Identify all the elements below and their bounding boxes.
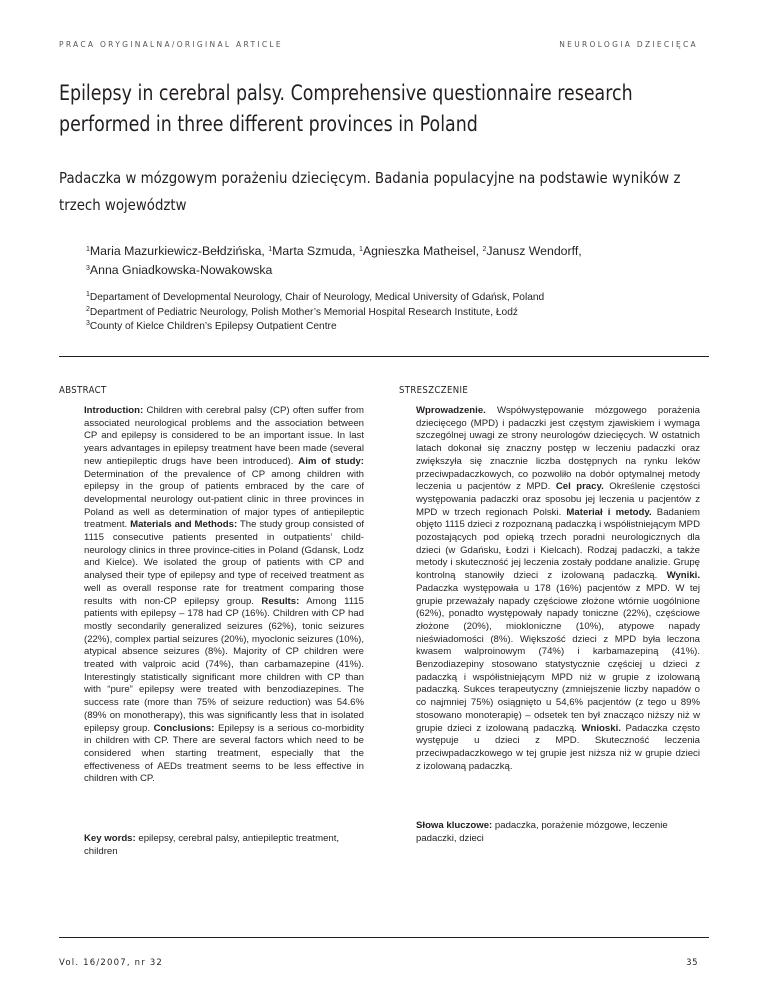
top-divider: [59, 356, 709, 357]
affiliation: $^2$Department of Pediatric Neurology, Polish Mother’s Memorial Hospital Research Institute, Łodź: [86, 305, 518, 318]
author: $^3$Anna Gniadkowska-Nowakowska: [86, 263, 273, 277]
author: $^1$Agnieszka Matheisel,: [358, 244, 483, 258]
affiliation: $^1$Departament of Developmental Neurology, Chair of Neurology, Medical University of Gdańsk, Poland: [86, 291, 545, 303]
streszczenie-keywords: Słowa kluczowe: padaczka, porażenie mózgowe, leczenie padaczki, dzieci: [416, 820, 668, 844]
affiliation: $^3$County of Kielce Children’s Epilepsy Outpatient Centre: [86, 320, 337, 332]
journal-volume: Vol. 16/2007, nr 32: [59, 958, 164, 968]
author: $^1$Marta Szmuda,: [268, 244, 359, 258]
running-header-left: PRACA ORYGINALNA/ORIGINAL ARTICLE: [59, 40, 283, 49]
author: $^1$Maria Mazurkiewicz-Bełdzińska,: [86, 244, 269, 258]
running-header-right: NEUROLOGIA DZIECIĘCA: [559, 40, 698, 49]
page-number: 35: [686, 958, 698, 968]
affiliation-list: [86, 291, 686, 335]
article-title-en: Epilepsy in cerebral palsy. Comprehensive questionnaire research performed in three different provinces in Poland: [59, 81, 633, 136]
article-title-pl: Padaczka w mózgowym porażeniu dziecięcym. Badania populacyjne na podstawie wyników z trzech województw: [59, 169, 681, 214]
streszczenie-body: Wprowadzenie. Współwystępowanie mózgowego porażenia dziecięcego (MPD) i padaczki jest częstym zjawiskiem i wymaga szczególnej uwagi ze strony neurologów dziecięcych. W ostatnich latach dokonał się znaczny postęp w leczeniu padaczki oraz zwiększyła się znacznie liczba dostępnych na rynku leków przeciwpadaczkowych, co pozwoliło na dobór optymalnej metody leczenia u pacjentów z MPD. Cel pracy. Określenie częstości występowania padaczki oraz sposobu jej leczenia u pacjentów z MPD w trzech regionach Polski. Materiał i metody. Badaniem objęto 1115 dzieci z rozpoznaną padaczką i współistniejącym MPD pozostających pod opieką trzech poradni neurologicznych dla dzieci (w Gdańsku, Łodzi i Kielcach). Rodzaj padaczki, a także metody i skuteczność jej leczenia zostały poddane analizie. Grupę kontrolną stanowiły dzieci z izolowaną padaczką. Wyniki. Padaczka występowała u 178 (16%) pacjentów z MPD. W tej grupie przeważały napady częściowe złożone wtórnie uogólnione (62%), ponadto występowały napady toniczne (22%), częściowe złożone (20%), miokloniczne (10%), atypowe napady nieświadomości (8%). Większość dzieci z MPD była leczona kwasem walproinowym (74%) i karbamazepiną (41%). Benzodiazepiny stosowano statystycznie częściej u dzieci z padaczką i współistniejącym MPD niż w grupie z izolowaną padaczką. Sukces terapeutyczny (zmniejszenie liczby napadów o co najmniej 75%) osiągnięto u 54,6% pacjentów (z tego u 89% stosowano monoterapię) – odsetek ten był znacząco niższy niż w grupie dzieci z izolowaną padaczką. Wnioski. Padaczka często występuje u dzieci z MPD. Skuteczność leczenia przeciwpadaczkowego w tej grupie jest niższa niż w grupie dzieci z izolowaną padaczką.: [416, 405, 701, 772]
abstract-body: Introduction: Children with cerebral palsy (CP) often suffer from associated neurological problems and the association between CP and epilepsy is considered to be an important issue. In last years advantages in epilepsy treatment have been made (several new antiepileptic drugs have been introduced). Aim of study: Determination of the prevalence of CP among children with epilepsy in the group of patients embraced by the care of developmental neurology out-patient clinic in three provinces in Poland as well as determination of major types of antiepileptic treatment. Materials and Methods: The study group consisted of 1115 consecutive patients presented in outpatients’ child-neurology clinics in three province-cities in Poland (Gdansk, Lodz and Kielce). We isolated the group of patients with CP and analysed their type of epilepsy and type of received treatment as well as overall response rate for treatment comparing those results with non-CP epilepsy group. Results: Among 1115 patients with epilepsy – 178 had CP (16%). Children with CP had mostly secondarily generalized seizures (62%), tonic seizures (22%), complex partial seizures (20%), myoclonic seizures (10%), atypical absence seizures (8%). Majority of CP children were treated with valproic acid (74%), than carbamazepine (41%). Interestingly statistically significant more children with CP than with “pure” epilepsy were treated with benzodiazepines. The success rate (more than 75% of seizure reduction) was 54.6% (89% on monotherapy), this was significantly less that in isolated epilepsy group. Conclusions: Epilepsy is a serious co-morbidity in children with CP. There are several factors which need to be considered when starting treatment, especially that the effectiveness of AEDs treatment seems to be less effective in children with CP.: [84, 405, 365, 785]
streszczenie-heading: STRESZCZENIE: [399, 385, 469, 396]
abstract-heading: ABSTRACT: [59, 385, 107, 396]
author: $^2$Janusz Wendorff,: [482, 244, 582, 258]
abstract-keywords: Key words: epilepsy, cerebral palsy, antiepileptic treatment, children: [84, 833, 340, 857]
bottom-divider: [59, 937, 709, 938]
author-list: [86, 242, 686, 280]
